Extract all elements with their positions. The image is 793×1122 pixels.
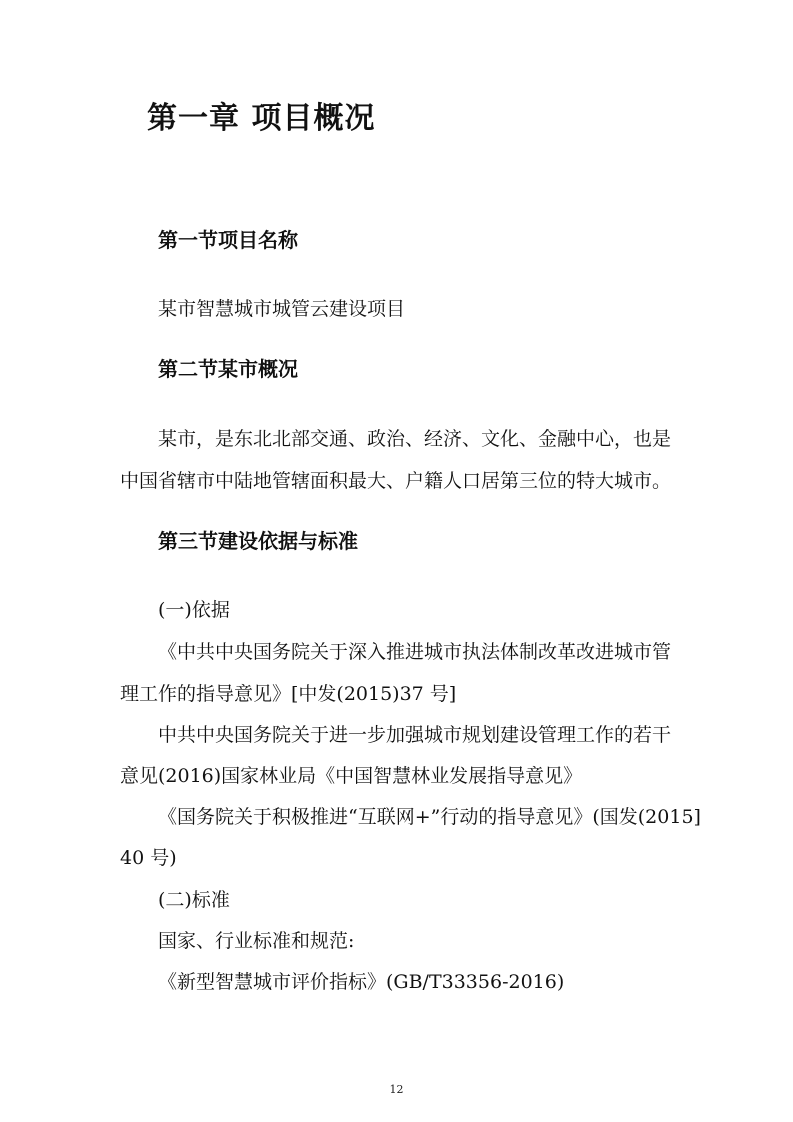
paragraph-project-name: 某市智慧城市城管云建设项目 [158,298,406,320]
paragraph-city-overview-line1: 某市，是东北北部交通、政治、经济、文化、金融中心，也是 [158,428,672,450]
paragraph-basis-line6: 40 号) [120,847,177,869]
paragraph-standards-line2: 《新型智慧城市评价指标》(GB/T33356-2016) [158,971,565,993]
paragraph-basis-line2: 理工作的指导意见》[中发(2015)37 号] [120,683,457,705]
section-heading-basis-standards: 第三节建设依据与标准 [158,529,358,553]
section-heading-city-overview: 第二节某市概况 [158,357,298,381]
subheading-basis: (一)依据 [158,599,230,621]
chapter-title: 第一章 项目概况 [147,101,376,136]
section-heading-project-name: 第一节项目名称 [158,228,298,252]
page-number: 12 [389,1083,404,1096]
subheading-standards: (二)标准 [158,889,230,911]
paragraph-city-overview-line2: 中国省辖市中陆地管辖面积最大、户籍人口居第三位的特大城市。 [120,470,672,492]
paragraph-standards-line1: 国家、行业标准和规范: [158,930,355,952]
paragraph-basis-line3: 中共中央国务院关于进一步加强城市规划建设管理工作的若干 [158,724,672,746]
paragraph-basis-line4: 意见(2016)国家林业局《中国智慧林业发展指导意见》 [120,765,583,787]
paragraph-basis-line5: 《国务院关于积极推进“互联网+”行动的指导意见》(国发(2015] [158,806,701,828]
paragraph-basis-line1: 《中共中央国务院关于深入推进城市执法体制改革改进城市管 [158,641,672,663]
